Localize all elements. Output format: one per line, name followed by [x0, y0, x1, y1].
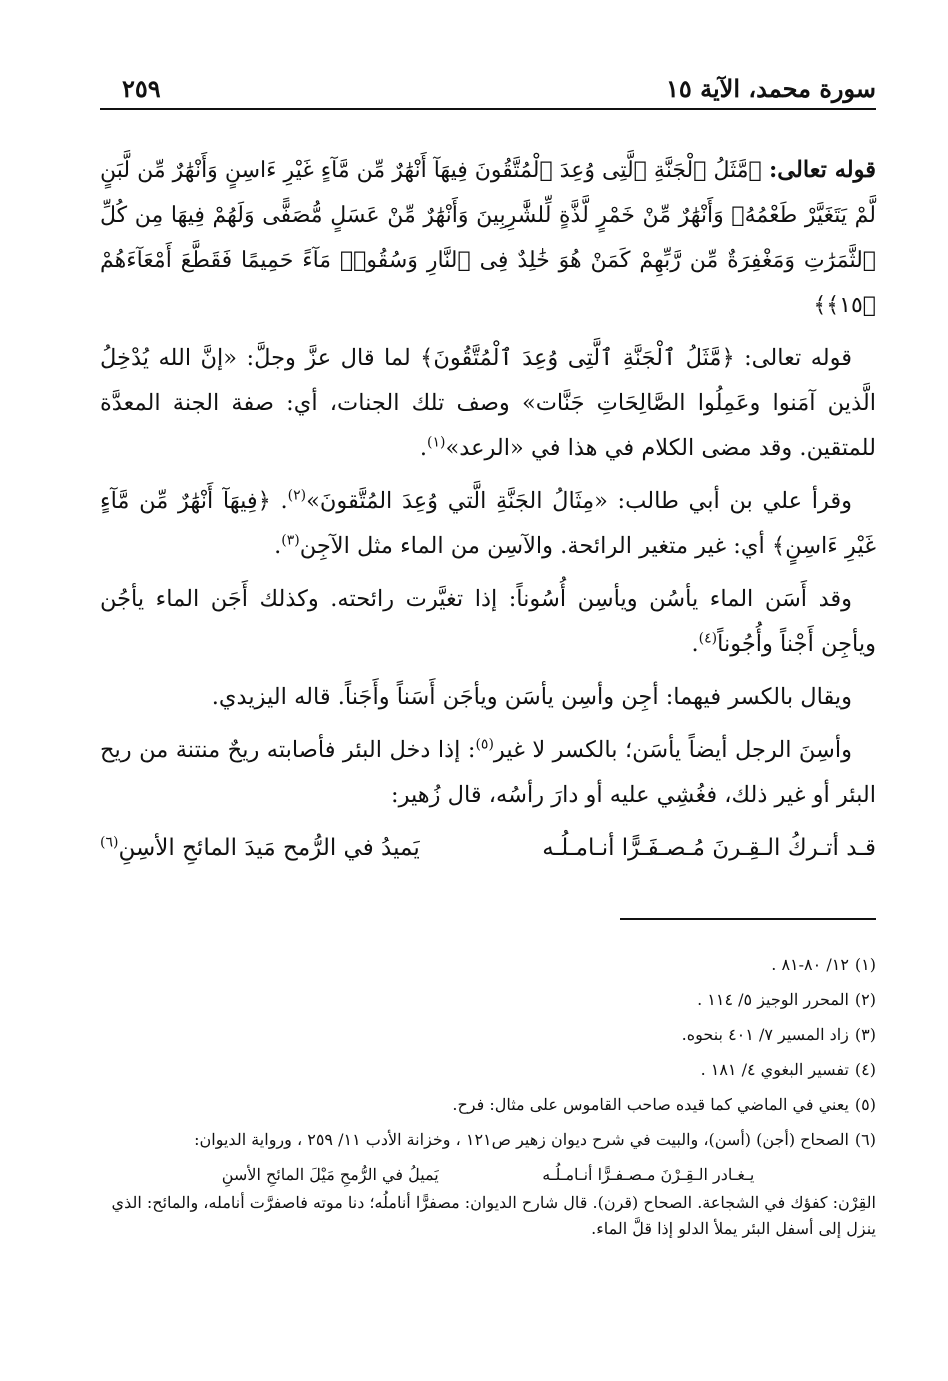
paragraph	[100, 479, 876, 569]
footnote-ref: (٢)	[287, 487, 307, 504]
poem-hemistich-right: قـد أتـركُ الـقِـرنَ مُـصـفَـرًّا أنـامـلُـه	[542, 835, 876, 861]
footnote-number: (١)	[854, 955, 876, 974]
paragraph-text: قوله تعالى: ﴿مَّثَلُ ٱلْجَنَّةِ ٱلَّتِى وُعِدَ ٱلْمُتَّقُونَ﴾ لما قال عزَّ وجلَّ: «إنَّ الله يُدْخِلُ الَّذين آمَنوا وعَمِلُوا الصَّالِحَاتِ جَنَّات» وصف تلك الجنات، أي: صفة الجنة المعدَّة للمتقين. وقد مضى الكلام في هذا في «الرعد»	[100, 345, 876, 461]
footnote-text: يعني في الماضي كما قيده صاحب القاموس على مثال: فرح.	[452, 1095, 849, 1114]
footnote-number: (٢)	[854, 990, 876, 1009]
poem-hemistich-left	[100, 826, 420, 870]
quran-verse	[100, 148, 876, 328]
footnote-poem-right: يـغـادر الـقِـرْنَ مـصـفـرًّا أنـامـلُـه	[542, 1165, 755, 1184]
paragraph-tail: .	[419, 435, 428, 461]
footnote	[100, 1092, 876, 1118]
footnote-text: ١٢/ ٨٠-٨١ .	[771, 955, 849, 974]
paragraph	[100, 336, 876, 471]
footnote	[100, 987, 876, 1013]
footnote-separator	[620, 918, 876, 920]
footnote-number: (٦)	[854, 1130, 876, 1149]
footnote-ref: (٤)	[698, 630, 718, 647]
footnote-ref: (١)	[427, 434, 446, 451]
paragraph-text: ويقال بالكسر فيهما: أجِن وأسِن يأسَن ويأجَن أَسَناً وأَجَناً. قاله اليزيدي.	[211, 684, 852, 710]
footnote-number: (٤)	[854, 1060, 876, 1079]
poem-line	[100, 826, 876, 870]
footnote	[100, 1127, 876, 1153]
footnote-number: (٣)	[854, 1025, 876, 1044]
footnote-text: الصحاح (أجن) (أسن)، والبيت في شرح ديوان زهير ص١٢١ ، وخزانة الأدب ١١/ ٢٥٩ ، ورواية الديوان:	[194, 1130, 849, 1149]
footnote	[100, 952, 876, 978]
running-title: سورة محمد، الآية ١٥	[666, 74, 876, 103]
paragraph	[100, 728, 876, 818]
verse-text: ﴿مَّثَلُ ٱلْجَنَّةِ ٱلَّتِى وُعِدَ ٱلْمُتَّقُونَ فِيهَآ أَنْهَٰرٌ مِّن مَّآءٍ غَيْرِ ءَاسِنٍ وَأَنْهَٰرٌ مِّن لَّبَنٍ لَّمْ يَتَغَيَّرْ طَعْمُهُۥ وَأَنْهَٰرٌ مِّنْ خَمْرٍ لَّذَّةٍ لِّلشَّٰرِبِينَ وَأَنْهَٰرٌ مِّنْ عَسَلٍ مُّصَفًّى وَلَهُمْ فِيهَا مِن كُلِّ ٱلثَّمَرَٰتِ وَمَغْفِرَةٌ مِّن رَّبِّهِمْ كَمَنْ هُوَ خَٰلِدٌ فِى ٱلنَّارِ وَسُقُوا۟ مَآءً حَمِيمًا فَقَطَّعَ أَمْعَآءَهُمْ ﴿١٥﴾﴾	[100, 158, 876, 318]
footnote-number: (٥)	[854, 1095, 876, 1114]
paragraph-text: وقد أَسَن الماء يأسُن ويأسِن أُسُوناً: إذا تغيَّرت رائحته. وكذلك أَجَن الماء يأجُن ويأجِن أَجْناً وأُجُوناً	[100, 586, 876, 657]
footnote-continuation: القِرْن: كفؤك في الشجاعة. الصحاح (قرن). قال شارح الديوان: مصفرًّا أناملُه؛ دنا موته فاصفرَّت أنامله، والمائح: الذي ينزل إلى أسفل البئر يملأ الدلو إذا قلَّ الماء.	[111, 1193, 876, 1238]
paragraph-tail: .	[274, 533, 282, 559]
poem-left-text: يَميدُ في الرُّمح مَيدَ المائحِ الأسِنِ	[118, 835, 420, 861]
footnotes	[100, 952, 876, 1242]
paragraph-text: وأسِنَ الرجل أيضاً يأسَن؛ بالكسر لا غير	[493, 737, 852, 763]
page-header	[100, 72, 876, 110]
footnote-poem-left: يَميلُ في الرُّمحِ مَيْلَ المائحِ الأسنِ	[221, 1165, 439, 1184]
footnote-ref: (٦)	[100, 834, 119, 851]
paragraph	[100, 577, 876, 667]
main-text	[100, 148, 876, 870]
footnote-text: تفسير البغوي ٤/ ١٨١ .	[700, 1060, 849, 1079]
footnote-poem-line	[170, 1162, 806, 1188]
footnote-text: زاد المسير ٧/ ٤٠١ بنحوه.	[681, 1025, 849, 1044]
footnote-ref: (٣)	[281, 532, 300, 549]
footnote	[100, 1057, 876, 1083]
paragraph-text: وقرأ علي بن أبي طالب: «مِثَالُ الجَنَّةِ الَّتي وُعِدَ المُتَّقونَ»	[306, 488, 852, 514]
footnote	[100, 1022, 876, 1048]
page-number: ٢٥٩	[122, 74, 161, 103]
paragraph	[100, 675, 876, 720]
paragraph-tail: .	[691, 631, 699, 657]
paragraph-tail: . ﴿فِيهَآ أَنْهَٰرٌ مِّن مَّآءٍ غَيْرِ ءَاسِنٍ﴾ أي: غير متغير الرائحة. والآسِن من الماء مثل الآجِن	[100, 488, 876, 559]
verse-lead: قوله تعالى:	[768, 157, 876, 183]
paragraph-tail: : إذا دخل البئر فأصابته ريحٌ منتنة من ريح البئر أو غير ذلك، فغُشِي عليه أو دارَ رأسُه، قال زُهير:	[100, 737, 876, 808]
footnote-text: المحرر الوجيز ٥/ ١١٤ .	[697, 990, 849, 1009]
footnote-ref: (٥)	[475, 736, 494, 753]
